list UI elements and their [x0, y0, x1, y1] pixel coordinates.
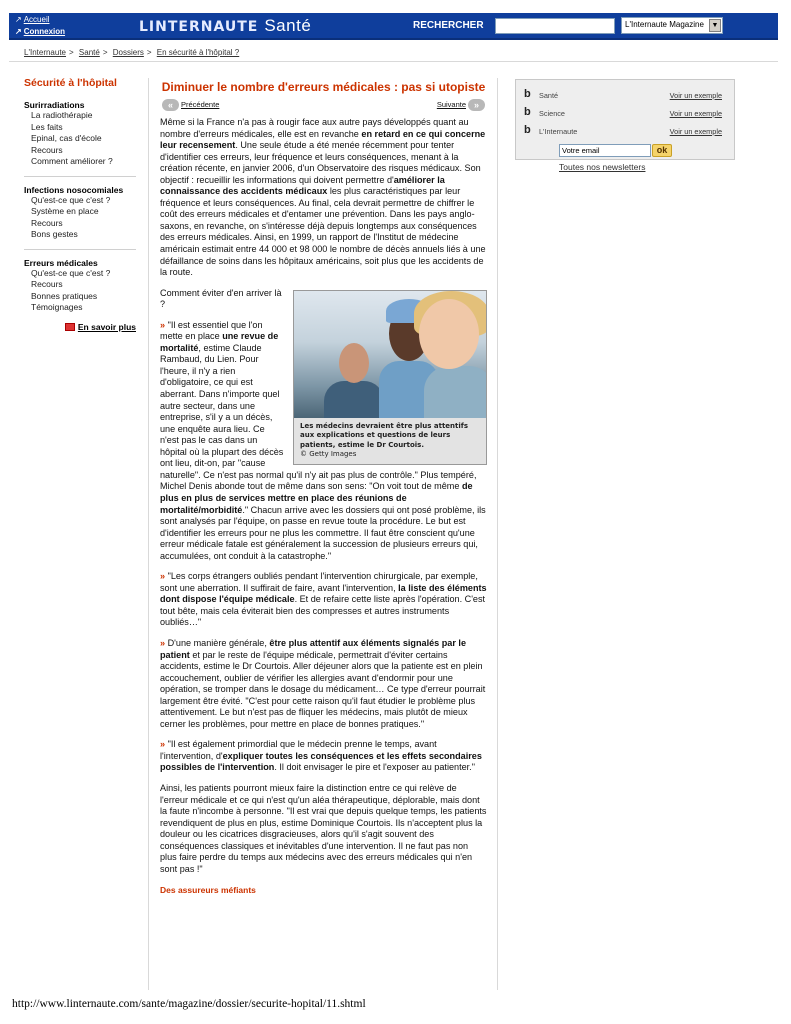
breadcrumb-current[interactable]: En sécurité à l'hôpital ? [156, 48, 240, 57]
breadcrumb-home[interactable]: L'Internaute [24, 48, 67, 57]
sidebar-title: Sécurité à l'hôpital [24, 77, 117, 89]
emphasis: en retard en ce qui concerne leur recensement [160, 128, 486, 151]
book-icon [65, 323, 75, 331]
emphasis: améliorer la connaissance des accidents médicaux [160, 174, 445, 197]
home-link[interactable] [15, 14, 65, 26]
emphasis: la liste des éléments dont dispose l'équipe médicale [160, 582, 487, 605]
all-newsletters-link[interactable]: Toutes nos newsletters [559, 162, 646, 172]
newsletter-name: Santé [539, 91, 559, 100]
next-link[interactable] [437, 99, 487, 111]
more-link-label[interactable]: En savoir plus [77, 321, 136, 332]
sidebar-item[interactable]: Epinal, cas d'école [31, 133, 102, 143]
divider [24, 249, 136, 250]
text: "Les corps étrangers oubliés pendant l'intervention chirurgicale, par exemple, sont une aberration. Il suffirait de faire, avant l'intervention, [160, 571, 478, 593]
page-url: http://www.linternaute.com/sante/magazine/dossier/securite-hopital/11.shtml [12, 998, 366, 1010]
sidebar [24, 77, 136, 332]
text: . Une seule étude a été menée récemment pour tenter d'identifier ces erreurs, leur fréquence et leurs conséquences, menant à la création récente, en janvier 2006, d'un Observatoire des risques médicaux. Son objectif : recueillir les informations qui doivent permettre d' [160, 140, 481, 185]
breadcrumb-sante[interactable]: Santé [78, 48, 100, 57]
article [160, 80, 487, 897]
newsletter-bullet-icon: b [524, 106, 531, 118]
figure-caption [294, 418, 486, 464]
next-label: Suivante [436, 100, 466, 109]
email-field[interactable]: Votre email [559, 144, 651, 157]
text: . Et de refaire cette liste après l'opération. C'est tout bête, mais cela éviterait bien des compresses et autres instruments oubliés…" [160, 594, 486, 628]
search-input[interactable] [495, 18, 615, 34]
home-link-label: Accueil [23, 15, 50, 24]
newsletter-name: L'Internaute [539, 127, 578, 136]
text: et par le reste de l'équipe médicale, permettrait d'éviter certains accidents, estime le Dr Courtois. Aller déjeuner alors que la patiente est en plein accouchement, oublier de vérifier les allergies avant d'endormir pour une opération, se tromper dans le dosage du médicament… Ce type d'erreur pourrait largement être évité. "C'est pour cette raison qu'il faut étudier le problème plus attentivement. Le but n'est pas de fliquer les médecins, mais plutôt de mieux cerner les problèmes, pour mettre en place de bonnes pratiques." [160, 649, 486, 729]
text: D'une manière générale, [165, 637, 270, 648]
paragraph [160, 739, 487, 774]
emphasis: expliquer toutes les conséquences et les effets secondaires possibles de l'intervention [160, 750, 482, 773]
ok-button[interactable]: ok [652, 144, 672, 157]
login-link[interactable] [15, 26, 65, 38]
breadcrumb: L'Internaute > Santé > Dossiers > En sécurité à l'hôpital ? [24, 48, 240, 57]
divider [148, 78, 149, 990]
doctors-photo [294, 291, 486, 418]
paragraph [160, 117, 487, 279]
sidebar-item[interactable]: Les faits [31, 121, 63, 132]
sidebar-item[interactable]: Recours [31, 144, 63, 155]
sidebar-item[interactable]: Bons gestes [31, 229, 78, 239]
newsletter-bullet-icon: b [524, 88, 531, 100]
paragraph [160, 571, 487, 629]
divider [24, 176, 136, 177]
newsletter-row [524, 124, 724, 138]
login-link-label: Connexion [23, 27, 66, 36]
sidebar-item[interactable]: Comment améliorer ? [31, 156, 113, 166]
previous-link[interactable] [160, 99, 219, 111]
sidebar-item[interactable]: Système en place [31, 206, 99, 216]
sidebar-item[interactable]: Recours [31, 279, 63, 289]
chevron-down-icon[interactable]: ▼ [709, 19, 721, 32]
search-scope-select[interactable] [621, 17, 723, 34]
newsletter-name: Science [539, 109, 565, 118]
top-links [15, 14, 65, 38]
quote-marker-icon: » [160, 739, 166, 750]
text: Même si la France n'a pas à rougir face aux autre pays développés quant au nombre d'erreurs médicales, elle est en revanche [160, 117, 469, 139]
text: , estime Claude Rambaud, du Lien. Pour l'heure, il n'y a rien d'obligatoire, ce qui est aberrant. Dans n'importe quel autre secteur, dans une entreprise, s'il y a un décès, une enquête aura lieu. Ce n'est pas le cas dans un hôpital où la plupart des décès ont lieu, dit-on, par "cause naturelle". Ce n'est pas normal qu'il n'y ait pas plus de contrôle." Plus tempéré, Michel Denis abonde tout de même dans son sens: "On voit tout de même [160, 342, 477, 492]
divider [497, 78, 498, 990]
sidebar-item[interactable]: Recours [31, 217, 63, 228]
text: les plus caractéristiques par leur fréquence et leurs conséquences. Au final, cela devrait permettre de chiffrer le coût des erreurs médicales et d'entamer une prévention. Dans les pays anglo-saxons, en revanche, on s'intéresse déjà depuis longtemps aux conséquences des erreurs médicales. Ainsi, en 1999, un rapport de l'Institut de médecine américain estimait entre 44 000 et 98 000 le nombre de décès annuels liés à une défaillance de soins dans les hôpitaux américains, soit plus que les accidents de la route. [160, 186, 486, 278]
sidebar-item[interactable]: La radiothérapie [31, 110, 93, 120]
breadcrumb-dossiers[interactable]: Dossiers [112, 48, 144, 57]
emphasis: de plus en plus de services mettre en place des réunions de mortalité/morbidité [160, 481, 473, 515]
sidebar-item[interactable]: Bonnes pratiques [31, 290, 98, 301]
more-link[interactable] [24, 322, 136, 332]
arrow-icon: ↗ [15, 27, 22, 36]
sidebar-item[interactable]: Qu'est-ce que c'est ? [31, 194, 111, 205]
text: ." Chacun arrive avec les dossiers qui ont posé problème, ils sont analysés par l'équipe, on passe en revue toute la procédure. Le but est d'identifier les erreurs pour ne plus les commettre. Il faut être conscient qu'une erreur médicale fatale est généralement la succession de plusieurs erreurs qui, accumulées, ont conduit à la catastrophe." [160, 504, 486, 561]
article-nav [160, 99, 487, 113]
arrow-icon: ↗ [15, 15, 22, 24]
quote-marker-icon: » [160, 637, 166, 648]
article-figure [293, 290, 487, 465]
search-scope-value: L'Internaute Magazine [625, 20, 704, 29]
top-bar [9, 13, 778, 40]
sidebar-item[interactable]: Témoignages [31, 302, 83, 312]
example-link[interactable]: Voir un exemple [669, 91, 722, 100]
sidebar-group-title: Surirradiations [24, 100, 85, 110]
emphasis: être plus attentif aux éléments signalés par le patient [160, 637, 467, 660]
emphasis: une revue de mortalité [160, 331, 279, 353]
paragraph: Comment éviter d'en arriver là ? [160, 287, 282, 310]
newsletter-row [524, 106, 724, 120]
paragraph [160, 638, 487, 730]
chevron-left-icon: « [162, 99, 179, 111]
logo-section: Santé [264, 16, 312, 35]
site-logo[interactable] [139, 16, 311, 37]
figure-credit: © Getty Images [300, 450, 357, 459]
text: . Il doit envisager le pire et l'exposer au patienter." [274, 762, 475, 773]
article-title: Diminuer le nombre d'erreurs médicales : pas si utopiste [161, 80, 486, 94]
example-link[interactable]: Voir un exemple [669, 127, 722, 136]
logo-brand: LINTERNAUTE [139, 19, 259, 35]
divider [9, 61, 778, 62]
newsletter-bullet-icon: b [524, 124, 531, 136]
text: "Il est essentiel que l'on mette en place [160, 319, 263, 342]
text: "Il est également primordial que le médecin prenne le temps, avant l'intervention, d' [160, 739, 437, 761]
quote-marker-icon: » [160, 319, 166, 330]
quote-marker-icon: » [160, 571, 166, 582]
sidebar-group-title: Infections nosocomiales [24, 184, 124, 195]
search-label: RECHERCHER [413, 20, 484, 31]
sidebar-group-title: Erreurs médicales [24, 257, 98, 268]
example-link[interactable]: Voir un exemple [669, 109, 722, 118]
newsletter-row [524, 88, 724, 102]
paragraph: Ainsi, les patients pourront mieux faire la distinction entre ce qui relève de l'erreur médicale et ce qui n'est qu'un aléa thérapeutique, déplorable, mais dont la faute n'incombe à personne. "Il est vrai que depuis quelque temps, les patients revendiquent de plus en plus, estime Dominique Courtois. Ils n'acceptent plus la douleur ou les cicatrices disgracieuses, alors qu'il s'agit souvent des conséquences classiques et inévitables d'une intervention. Il ne faut pas non plus faire perdre du temps aux médecins avec des erreurs médicales qui n'en sont pas !" [160, 782, 487, 874]
previous-label: Précédente [181, 100, 220, 109]
caption-text: Les médecins devraient être plus attentifs aux explications et questions de leurs patients, estime le Dr Courtois. [300, 421, 468, 449]
chevron-right-icon: » [468, 99, 485, 111]
newsletter-box [515, 79, 735, 160]
section-subheading: Des assureurs méfiants [160, 885, 256, 896]
sidebar-item[interactable]: Qu'est-ce que c'est ? [31, 267, 111, 278]
